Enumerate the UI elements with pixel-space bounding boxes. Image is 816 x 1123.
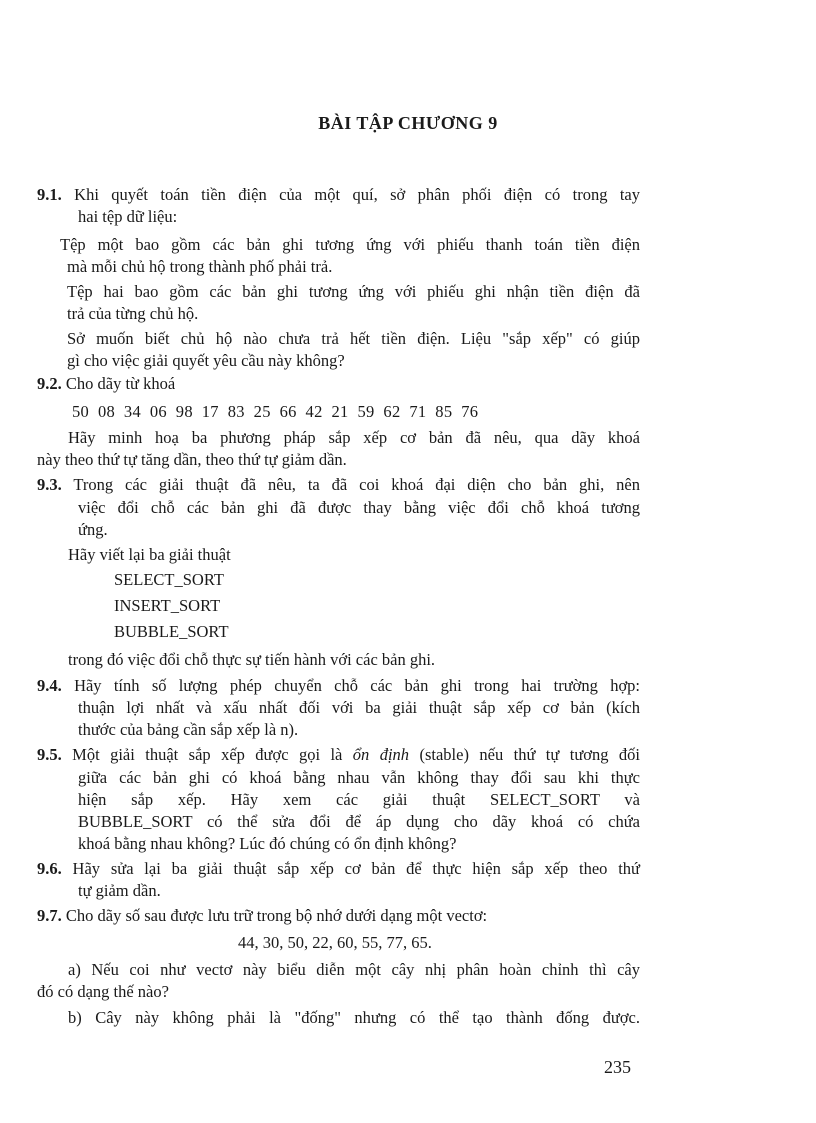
exercise-number: 9.3. <box>37 475 62 494</box>
text-line <box>37 859 640 879</box>
text-line: BUBBLE_SORT có thể sửa đổi để áp dụng cho dãy khoá có chứa <box>78 812 640 831</box>
exercise-text: Hãy tính số lượng phép chuyển chỗ các bản ghi trong hai trường hợp: <box>74 676 641 695</box>
page-number: 235 <box>604 1057 631 1077</box>
exercise-number: 9.7. <box>37 906 62 925</box>
page-title: BÀI TẬP CHƯƠNG 9 <box>318 113 498 133</box>
text-line: trả của từng chủ hộ. <box>67 304 199 323</box>
text-line <box>37 676 640 696</box>
exercise-number: 9.1. <box>37 185 62 204</box>
exercise-number: 9.4. <box>37 676 62 695</box>
text-line: Sở muốn biết chủ hộ nào chưa trả hết tiền điện. Liệu "sắp xếp" có giúp <box>67 329 640 348</box>
text-line: mà mỗi chủ hộ trong thành phố phải trả. <box>67 257 333 276</box>
text-line: hai tệp dữ liệu: <box>78 207 178 226</box>
algorithm-name: INSERT_SORT <box>114 596 221 615</box>
text-line: Hãy minh hoạ ba phương pháp sắp xếp cơ bản đã nêu, qua dãy khoá <box>68 428 640 447</box>
text-line: gì cho việc giải quyết yêu cầu này không? <box>67 351 345 370</box>
text-line: Tệp một bao gồm các bản ghi tương ứng với phiếu thanh toán tiền điện <box>60 235 640 254</box>
exercise-text: Cho dãy từ khoá <box>65 374 176 393</box>
text-line: hiện sắp xếp. Hãy xem các giải thuật SELECT_SORT và <box>78 790 640 809</box>
exercise-text: (stable) nếu thứ tự tương đối <box>419 745 641 764</box>
algorithm-name: SELECT_SORT <box>114 570 224 589</box>
text-line: b) Cây này không phải là "đống" nhưng có thể tạo thành đống được. <box>68 1008 640 1027</box>
text-line: tự giảm dần. <box>78 881 161 900</box>
exercise-number: 9.5. <box>37 745 62 764</box>
text-line <box>37 745 640 765</box>
number-sequence: 44, 30, 50, 22, 60, 55, 77, 65. <box>238 933 432 952</box>
text-line: đó có dạng thế nào? <box>37 982 169 1001</box>
text-line: Tệp hai bao gồm các bản ghi tương ứng với phiếu ghi nhận tiền điện đã <box>67 282 640 301</box>
key-sequence: 50 08 34 06 98 17 83 25 66 42 21 59 62 71 85 76 <box>72 402 479 421</box>
text-line: khoá bằng nhau không? Lúc đó chúng có ổn định không? <box>78 834 457 853</box>
exercise-text: Cho dãy số sau được lưu trữ trong bộ nhớ dưới dạng một vectơ: <box>65 906 488 925</box>
text-line: này theo thứ tự tăng dần, theo thứ tự giảm dần. <box>37 450 347 469</box>
text-line: việc đổi chỗ các bản ghi đã được thay bằng việc đổi chỗ khoá tương <box>78 498 640 517</box>
text-line: giữa các bản ghi có khoá bằng nhau vẫn không thay đổi sau khi thực <box>78 768 640 787</box>
text-line: thước của bảng cần sắp xếp là n). <box>78 720 299 739</box>
exercise-text: Khi quyết toán tiền điện của một quí, sở phân phối điện có trong tay <box>74 185 641 204</box>
text-line <box>37 374 175 394</box>
text-line <box>37 906 487 926</box>
exercise-text: Một giải thuật sắp xếp được gọi là <box>72 745 343 764</box>
text-line: a) Nếu coi như vectơ này biểu diễn một cây nhị phân hoàn chỉnh thì cây <box>68 960 640 979</box>
exercise-text: Hãy sửa lại ba giải thuật sắp xếp cơ bản để thực hiện sắp xếp theo thứ <box>72 859 640 878</box>
italic-term: ổn định <box>352 745 410 764</box>
text-line: trong đó việc đổi chỗ thực sự tiến hành với các bản ghi. <box>68 650 436 669</box>
algorithm-name: BUBBLE_SORT <box>114 622 229 641</box>
exercise-text: Trong các giải thuật đã nêu, ta đã coi khoá đại diện cho bản ghi, nên <box>73 475 640 494</box>
text-line: Hãy viết lại ba giải thuật <box>68 545 231 564</box>
text-line: thuận lợi nhất và xấu nhất đối với ba giải thuật sắp xếp cơ bản (kích <box>78 698 640 717</box>
exercise-number: 9.6. <box>37 859 62 878</box>
text-line: ứng. <box>78 520 108 539</box>
text-line <box>37 185 640 205</box>
exercise-number: 9.2. <box>37 374 62 393</box>
text-line <box>37 475 640 495</box>
